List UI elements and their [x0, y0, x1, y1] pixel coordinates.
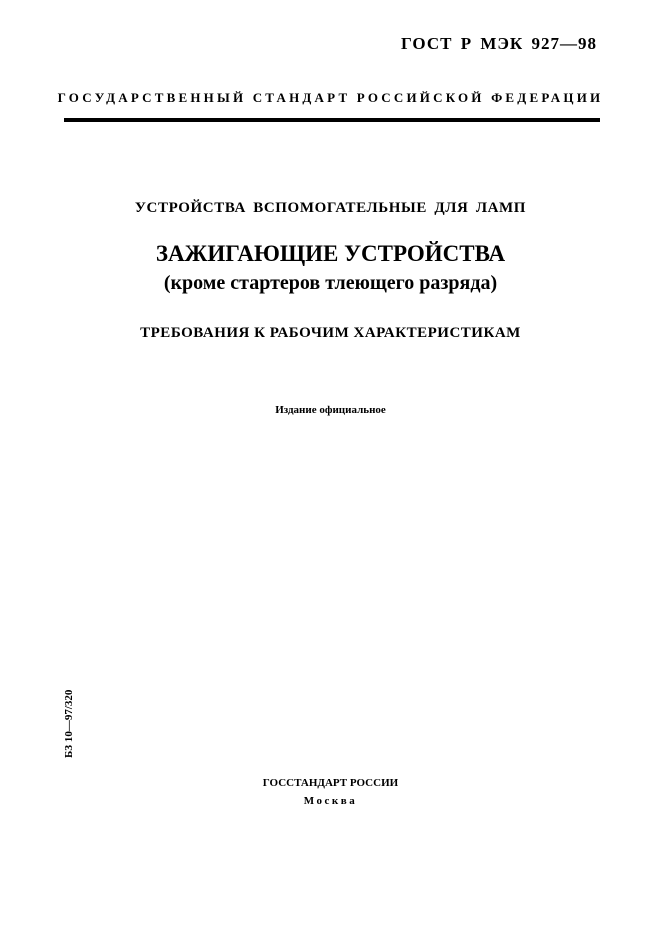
publisher: ГОССТАНДАРТ РОССИИ	[262, 777, 399, 789]
header-rule	[64, 118, 600, 122]
main-title: ЗАЖИГАЮЩИЕ УСТРОЙСТВА	[155, 241, 506, 266]
org-header: ГОСУДАРСТВЕННЫЙ СТАНДАРТ РОССИЙСКОЙ ФЕДЕРАЦИИ	[57, 90, 604, 105]
requirements-title: ТРЕБОВАНИЯ К РАБОЧИМ ХАРАКТЕРИСТИКАМ	[140, 325, 521, 341]
edition-note: Издание официальное	[275, 404, 386, 416]
main-subtitle: (кроме стартеров тлеющего разряда)	[163, 272, 498, 294]
publisher-city: Москва	[303, 795, 358, 807]
standard-designation: ГОСТ Р МЭК 927—98	[401, 34, 597, 53]
side-code: БЗ 10—97/320	[63, 689, 75, 758]
series-title: УСТРОЙСТВА ВСПОМОГАТЕЛЬНЫЕ ДЛЯ ЛАМП	[134, 200, 527, 216]
